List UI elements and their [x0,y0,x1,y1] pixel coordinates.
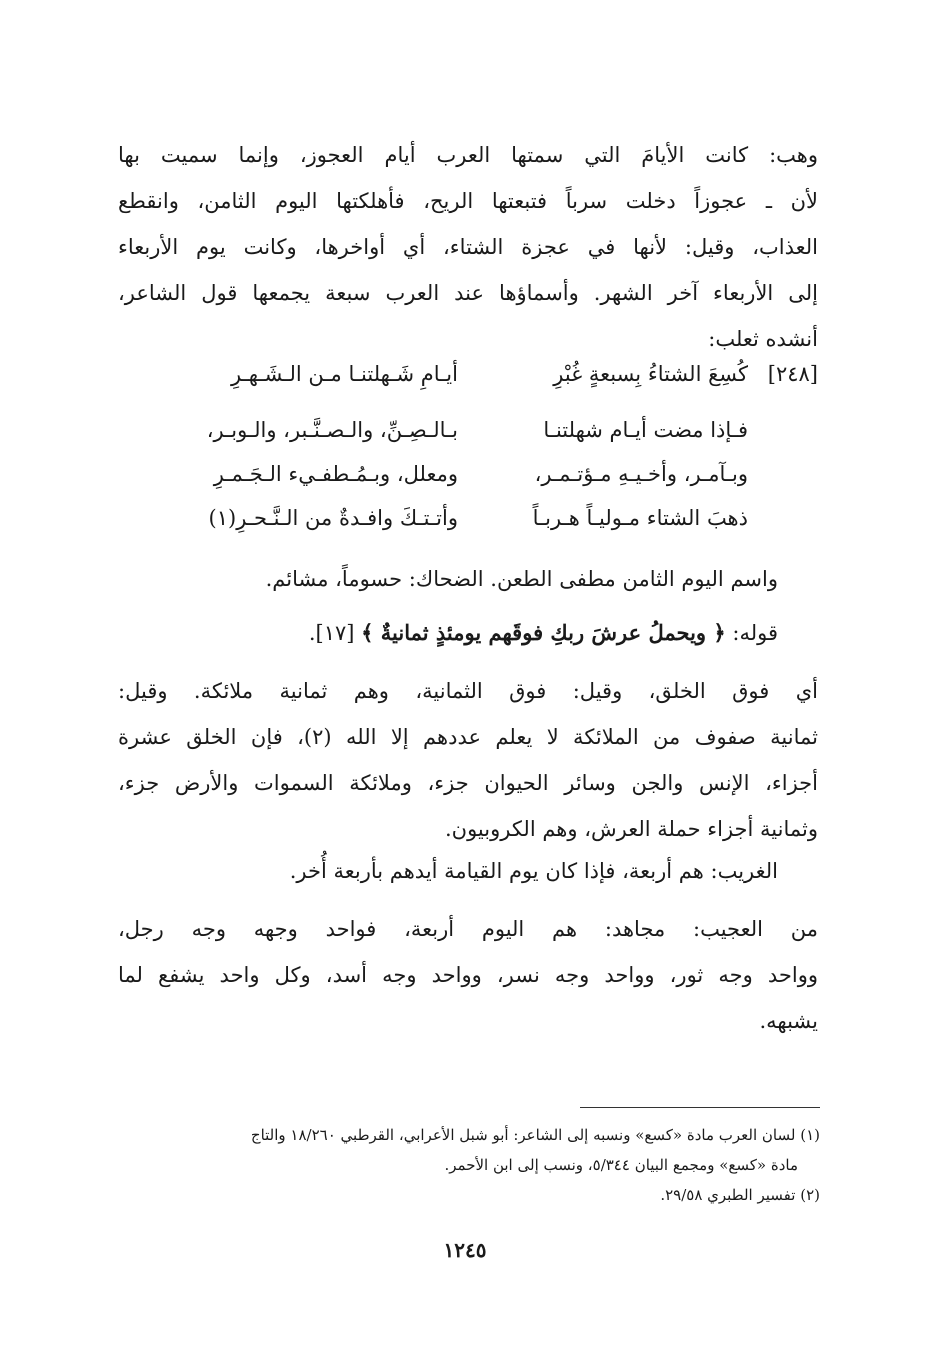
text-line: واسم اليوم الثامن مطفى الطعن. الضحاك: حسوماً، مشائم. [265,567,778,591]
poem-row [118,418,818,458]
footnotes [120,1120,820,1210]
poem-hemistich: بـالـصِـنِّ، والـصـنَّـبر، والـوبـر، [206,418,458,442]
text-line: أي فوق الخلق، وقيل: فوق الثمانية، وهم ثمانية ملائكة. وقيل: [118,679,818,703]
poem-hemistich: كُسِعَ الشتاءُ بِسبعةٍ غُبْرِ [553,362,748,386]
poem-hemistich: أيـامِ شَـهلتنـا مـن الـشَـهـرِ [231,362,458,386]
paragraph-explanation [118,668,818,852]
text-line: وواحد وجه ثور، وواحد وجه نسر، وواحد وجه أسد، وكل واحد يشفع لما [118,963,818,987]
poem-row [118,462,818,502]
text-line: لأن ـ عجوزاً دخلت سرباً فتبعتها الريح، فأهلكتها اليوم الثامن، وانقطع [118,189,818,213]
paragraph-intro [118,132,818,362]
poem-row [118,506,818,546]
footnote-line: مادة «كسع» ومجمع البيان ٥/٣٤٤، ونسب إلى ابن الأحمر. [444,1156,798,1174]
verse-line [118,610,818,656]
poem-hemistich: وأتـتـكَ وافـدةٌ من الـنَّـحـرِ(١) [208,506,458,530]
text-line: يشبهه. [759,1009,818,1033]
text-line: وثمانية أجزاء حملة العرش، وهم الكروبيون. [444,817,818,841]
poem-hemistich: فـإذا مضت أيـام شهلتنـا [543,418,748,442]
text-line: العذاب، وقيل: لأنها في عجزة الشتاء، أي أواخرها، وكانت يوم الأربعاء [118,235,818,259]
quran-verse: ﴿ ويحملُ عرشَ ربكِ فوقَهم يومئذٍ ثمانيةٌ ﴾ [361,620,726,645]
text-line: الغريب: هم أربعة، فإذا كان يوم القيامة أيدهم بأربعة أُخر. [289,859,778,883]
poem-row [118,362,818,402]
text-line: أجزاء، الإنس والجن وسائر الحيوان جزء، وملائكة السموات والأرض جزء، [118,771,818,795]
paragraph-after-poem [118,556,818,602]
paragraph-gharib [118,848,818,894]
footnote-line: (١) لسان العرب مادة «كسع» ونسبه إلى الشاعر: أبو شبل الأعرابي، القرطبي ١٨/٢٦٠ والتاج [250,1126,820,1144]
text-line: ثمانية صفوف من الملائكة لا يعلم عددهم إلا الله (٢)، فإن الخلق عشرة [118,725,818,749]
poem-hemistich: وبـآمـر، وأخـيـهِ مـؤتـمـر، [534,462,748,486]
verse-prefix: قوله: [732,621,778,645]
poem-hemistich: ذهبَ الشتاء مـوليـاً هـربـاً [532,506,748,530]
text-line: وهب: كانت الأيامَ التي سمتها العرب أيام العجوز، وإنما سميت بها [118,143,818,167]
poem-number: [٢٤٨] [767,362,818,386]
poem-hemistich: ومعلل، وبـمُـطفـيء الـجَـمـرِ [213,462,458,486]
footnote-line: (٢) تفسير الطبري ٢٩/٥٨. [660,1186,820,1204]
page-number: ١٢٤٥ [443,1238,487,1262]
text-line: من العجيب: مجاهد: هم اليوم أربعة، فواحد وجهه وجه رجل، [118,917,818,941]
footnote-divider [580,1107,820,1108]
text-line: إلى الأربعاء آخر الشهر. وأسماؤها عند العرب سبعة يجمعها قول الشاعر، [118,281,818,305]
verse-reference: [١٧]. [308,621,355,645]
paragraph-ajib [118,906,818,1044]
text-line: أنشده ثعلب: [708,327,818,351]
